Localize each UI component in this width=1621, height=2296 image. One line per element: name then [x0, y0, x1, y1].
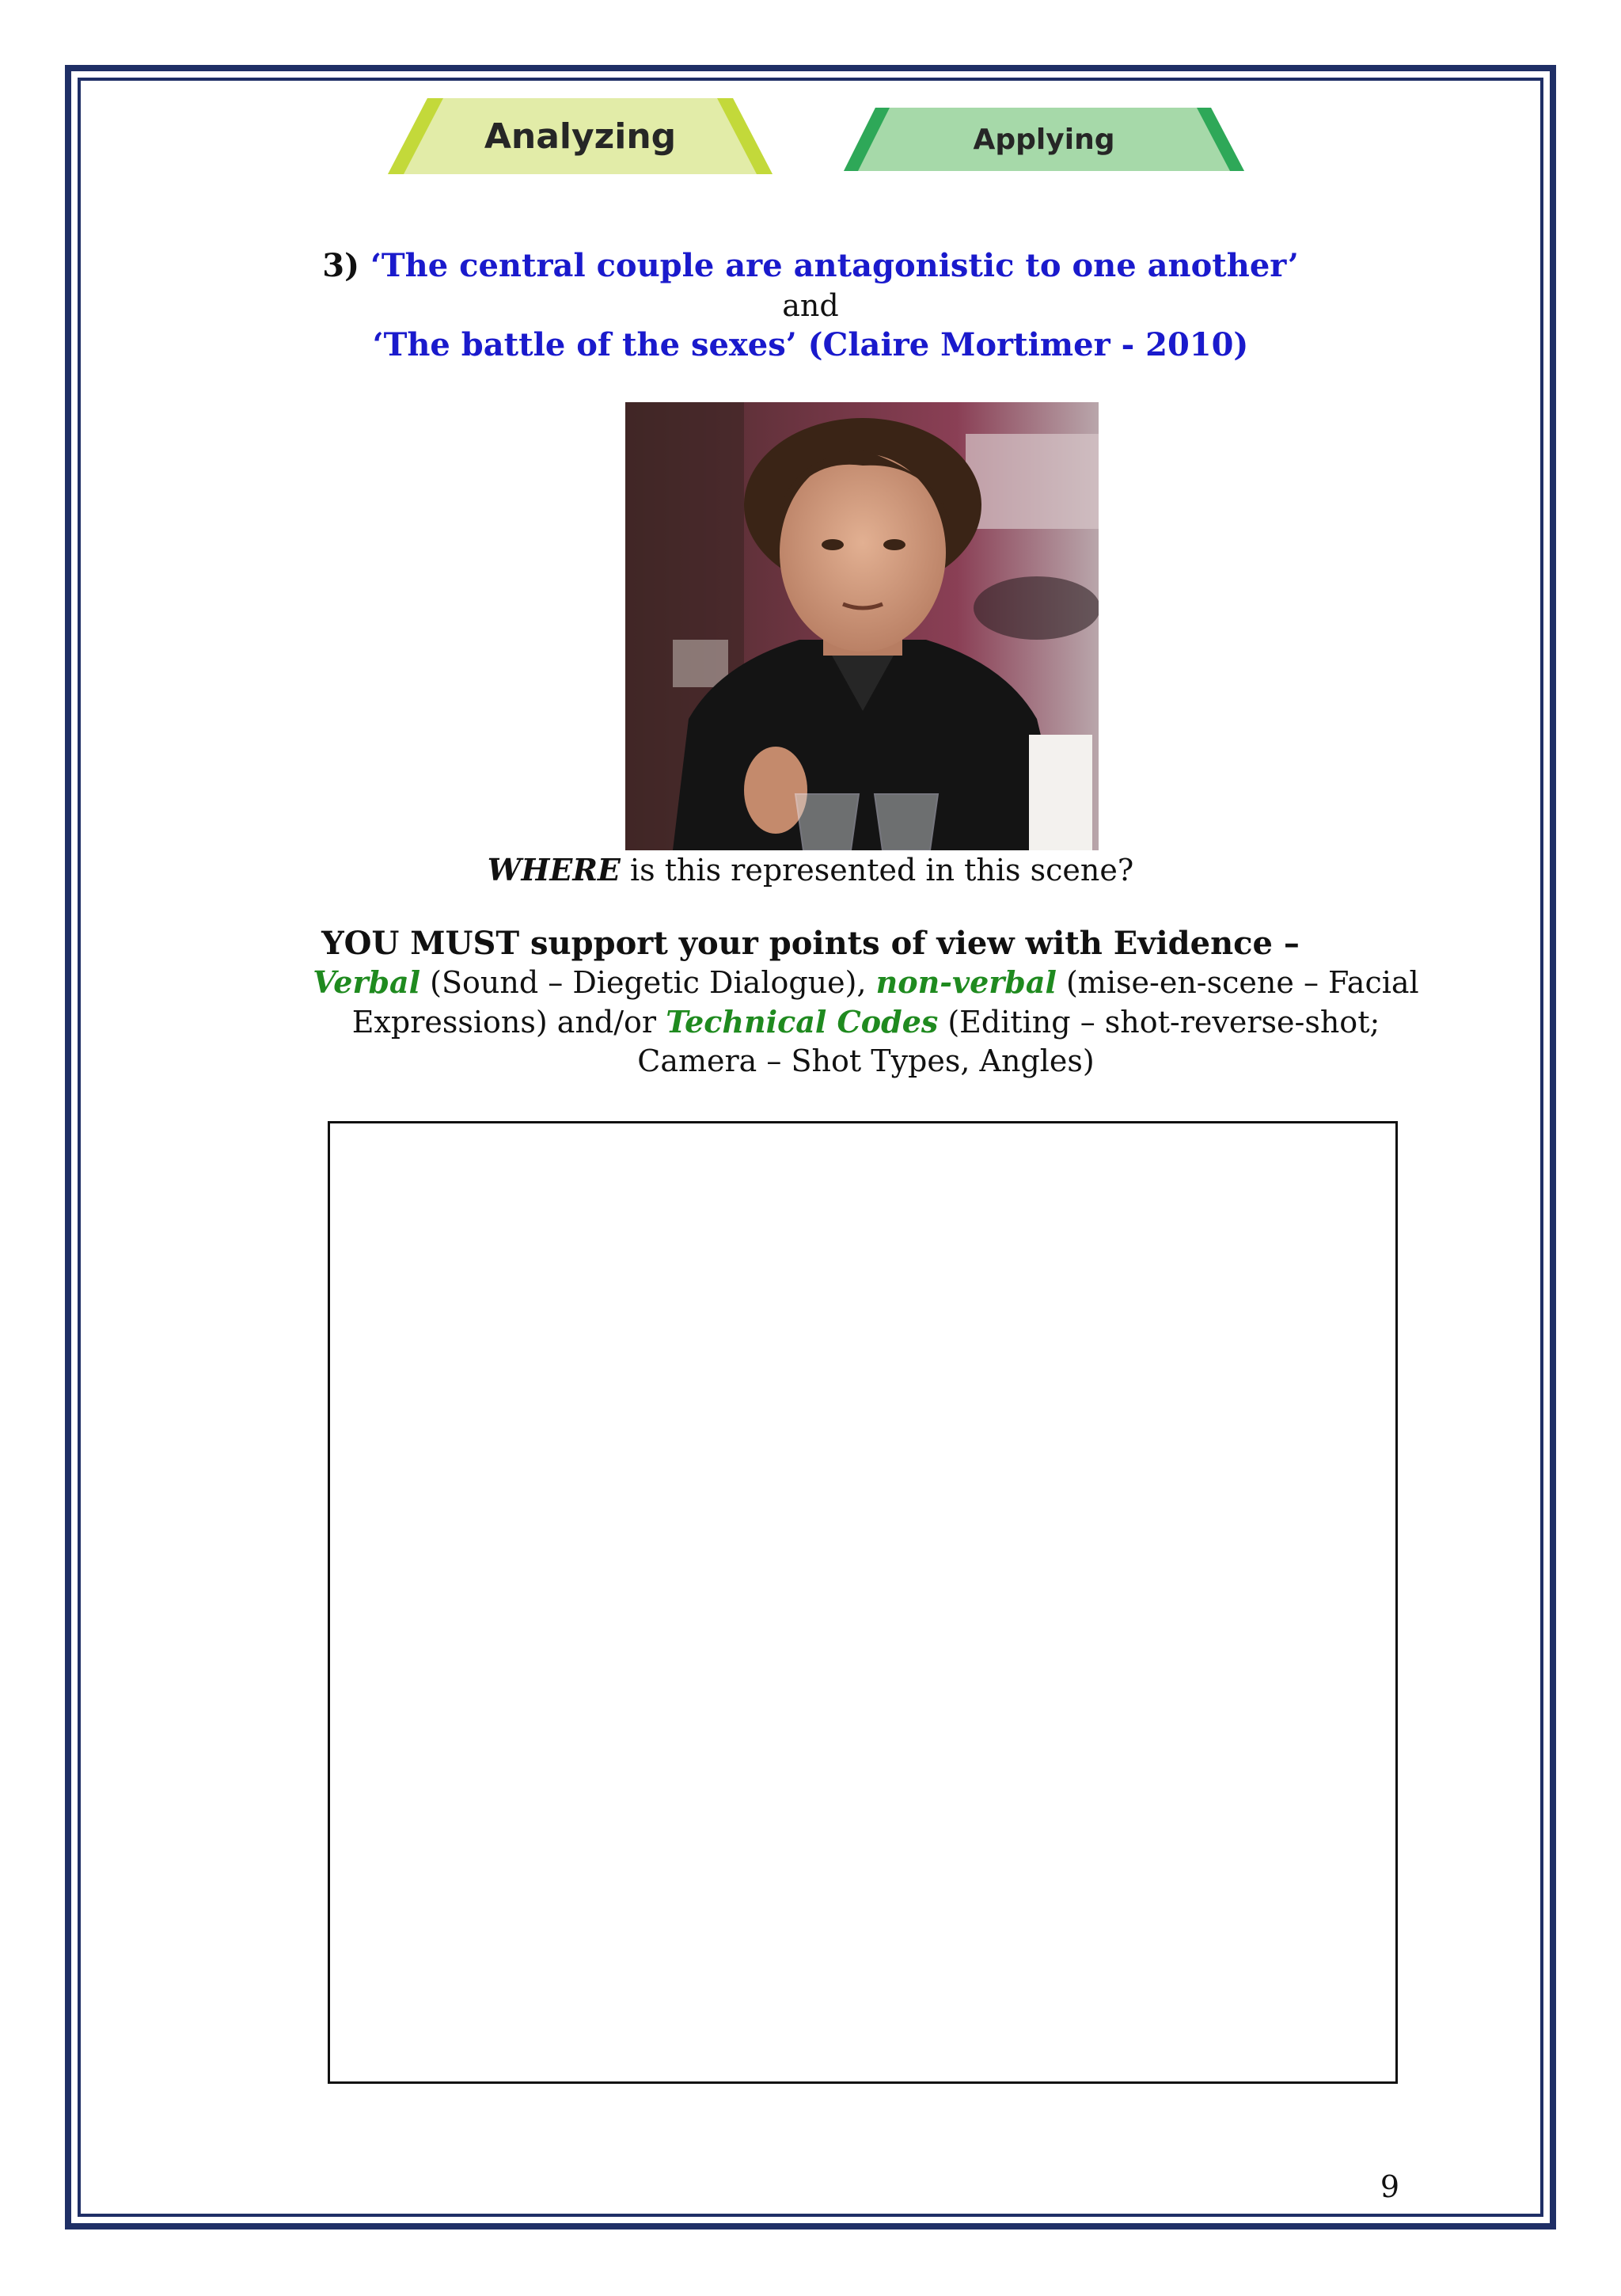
heading-connector: and: [782, 288, 839, 323]
evidence-technical: Technical Codes: [666, 1004, 939, 1040]
page-number: 9: [1380, 2169, 1399, 2204]
scene-question: [0, 852, 1621, 888]
evidence-title: YOU MUST support your points of view with Evidence –: [321, 925, 1300, 962]
question-number: 3): [322, 247, 359, 284]
tab-analyzing: [386, 97, 774, 176]
evidence-verbal: Verbal: [313, 964, 421, 1000]
question-text: is this represented in this scene?: [620, 853, 1134, 888]
evidence-instructions: [301, 963, 1431, 1081]
evidence-nonverbal: non-verbal: [875, 964, 1057, 1000]
evidence-nonverbal-detail: (mise-en-scene – Facial Expressions) and/or: [351, 965, 1419, 1040]
answer-box[interactable]: [328, 1121, 1398, 2084]
tab-applying: [842, 106, 1246, 173]
evidence-verbal-detail: (Sound – Diegetic Dialogue),: [420, 965, 876, 1000]
heading-quote-1: [0, 247, 1621, 284]
tab-applying-label: Applying: [973, 123, 1115, 156]
evidence-technical-detail: (Editing – shot-reverse-shot; Camera – Shot Types, Angles): [637, 1005, 1380, 1078]
quote-antagonistic: ‘The central couple are antagonistic to one another’: [370, 247, 1299, 284]
scene-still-image: [625, 402, 1099, 850]
quote-battle-of-sexes: ‘The battle of the sexes’ (Claire Mortimer - 2010): [372, 326, 1249, 363]
question-emphasis: WHERE: [487, 852, 621, 888]
tab-analyzing-label: Analyzing: [484, 116, 677, 157]
